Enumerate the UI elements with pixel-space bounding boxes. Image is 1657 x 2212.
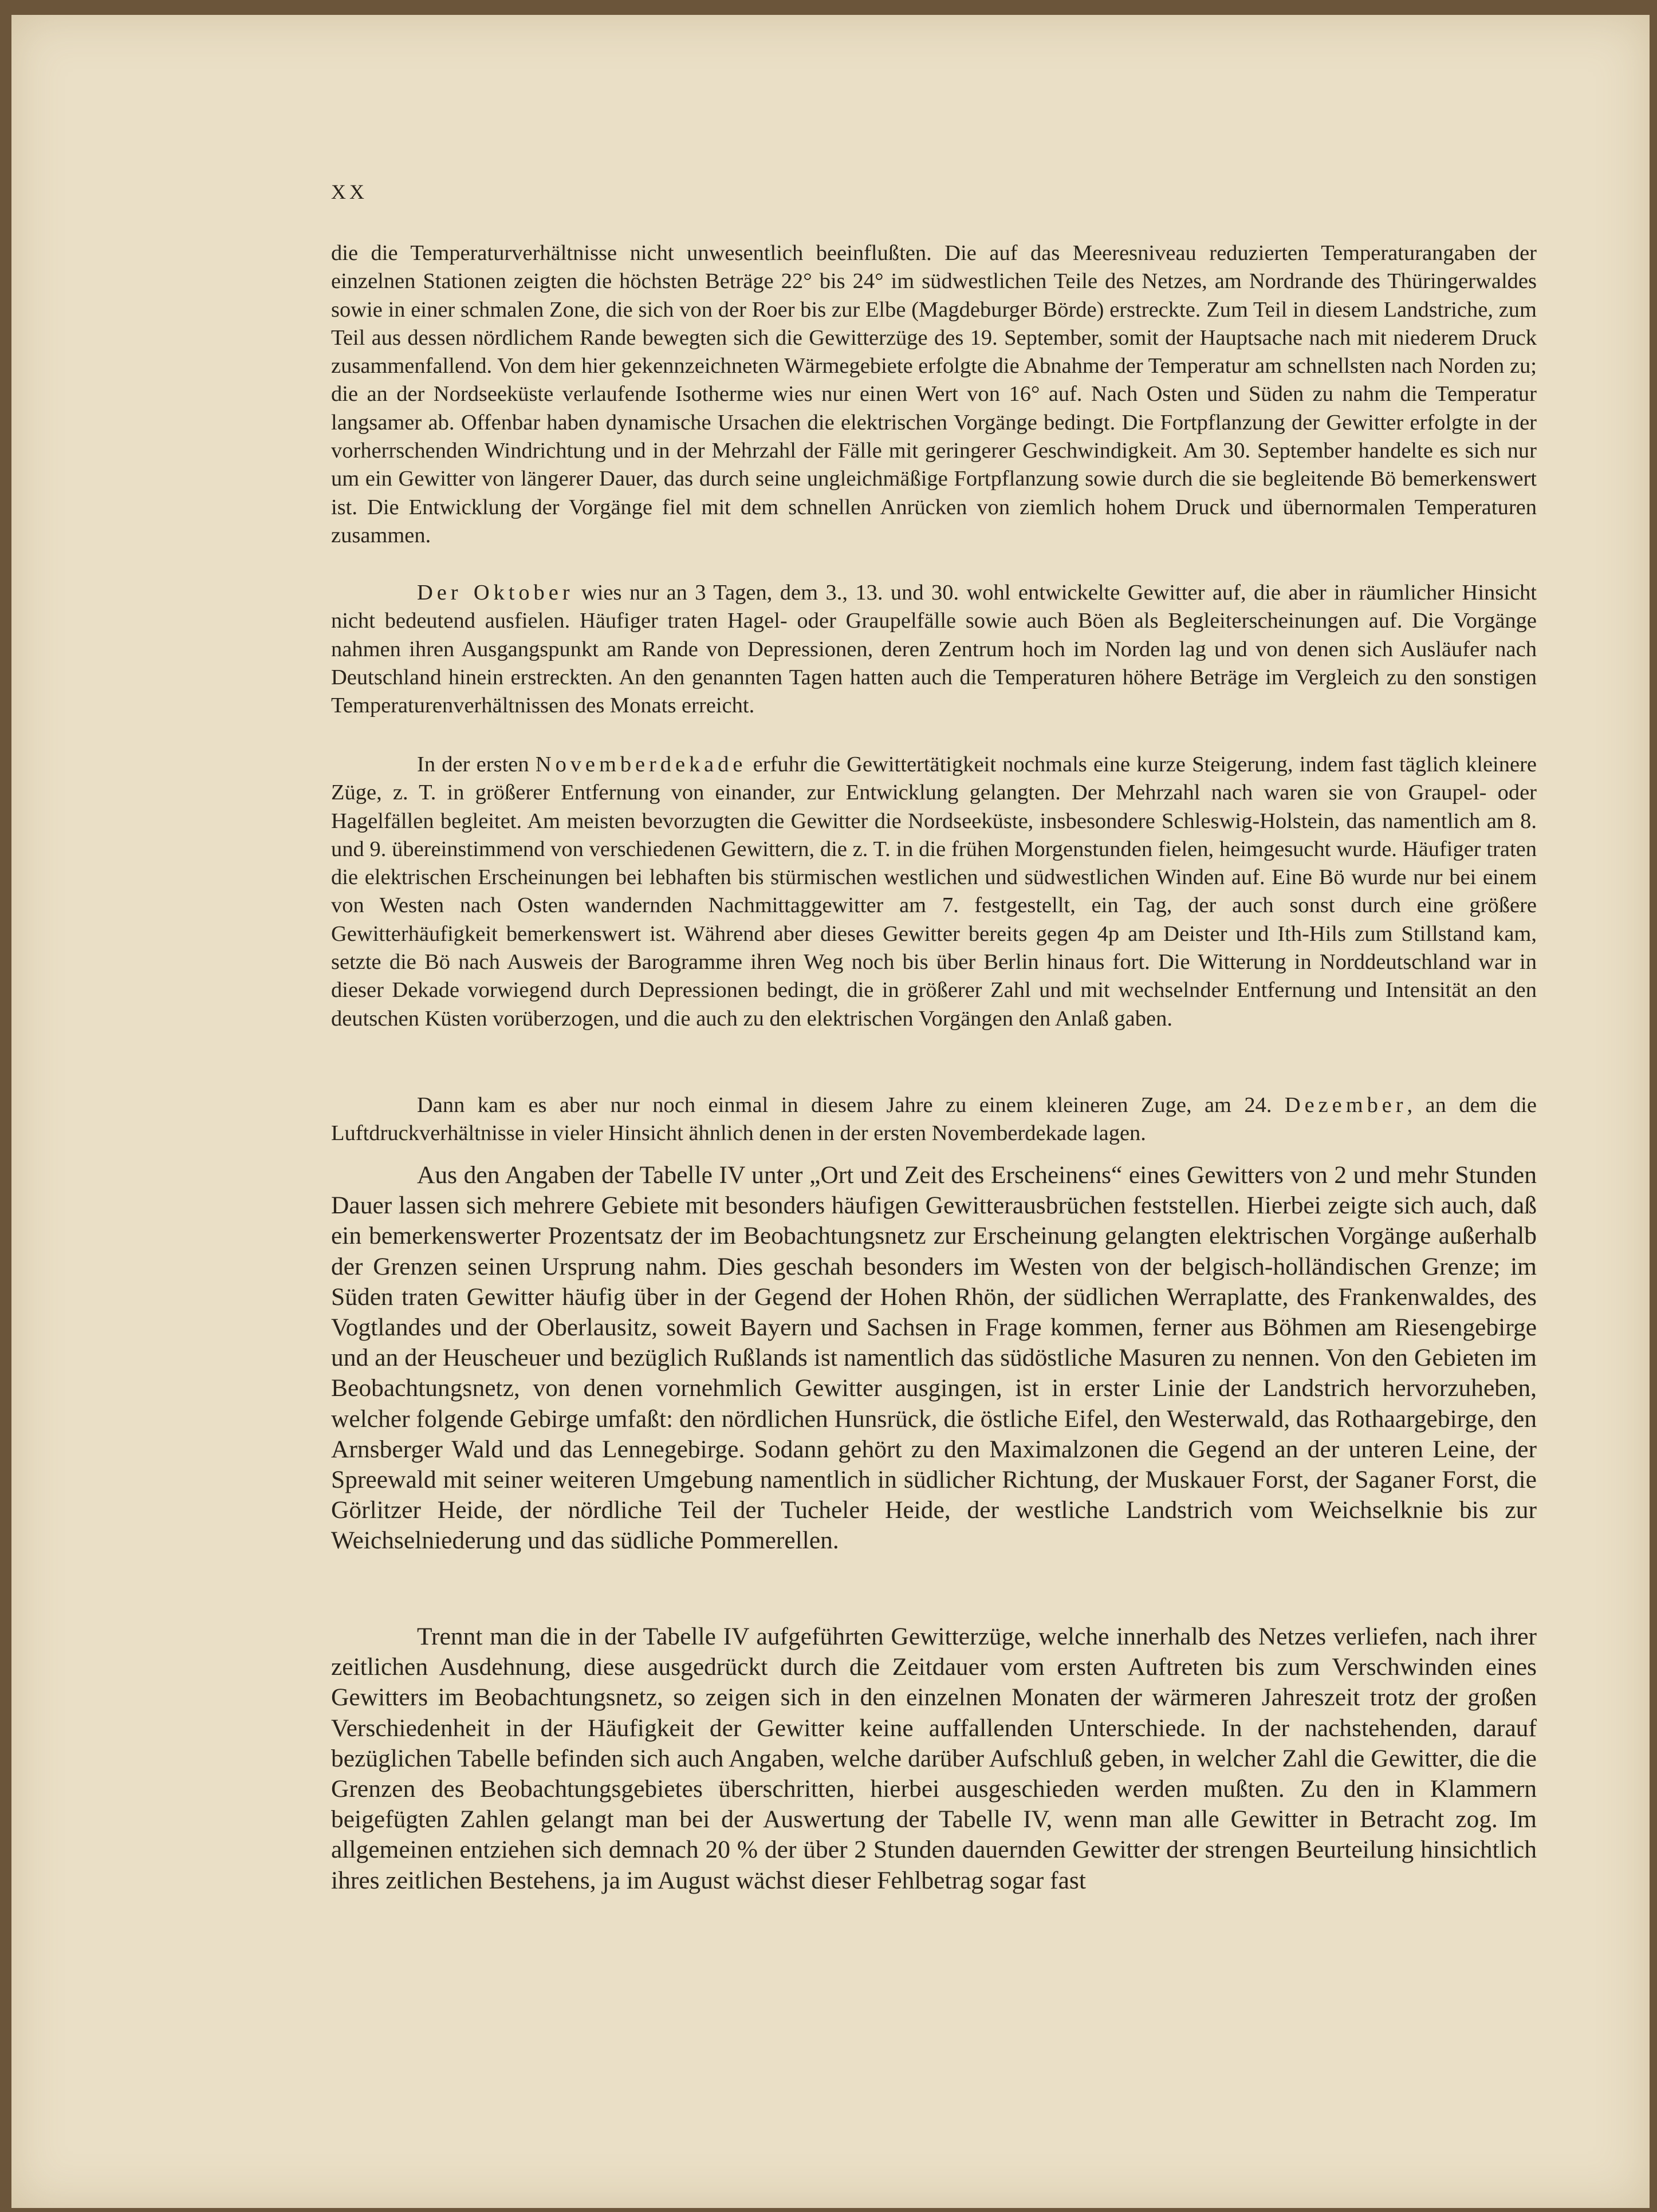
- text-block-small: [331, 751, 1537, 1033]
- document-page: [11, 15, 1650, 2208]
- paragraph-text: wies nur an 3 Tagen, dem 3., 13. und 30. wohl entwickelte Gewitter auf, die aber in räumlicher Hinsicht nicht bedeutend ausfielen. Häufiger traten Hagel- oder Graupelfälle sowie auch Böen als Begleiterscheinungen auf. Die Vorgänge nahmen ihren Ausgangspunkt am Rande von Depressionen, deren Zentrum hoch im Norden lag und von denen sich Ausläufer nach Deutschland hinein erstreckten. An den genannten Tagen hatten auch die Temperaturen höhere Beträge im Vergleich zu den sonstigen Temperaturenverhältnissen des Monats erreicht.: [331, 581, 1537, 718]
- paragraph-text: die die Temperaturverhältnisse nicht unwesentlich beeinflußten. Die auf das Meeresniveau reduzierten Temperaturangaben der einzelnen Stationen zeigten die höchsten Beträge 22° bis 24° im südwestlichen Teile des Netzes, am Nordrande des Thüringerwaldes sowie in einer schmalen Zone, die sich von der Roer bis zur Elbe (Magdeburger Börde) erstreckte. Zum Teil in diesem Landstriche, zum Teil aus dessen nördlichem Rande bewegten sich die Gewitterzüge des 19. September, somit der Hauptsache nach mit niederem Druck zusammenfallend. Von dem hier gekennzeichneten Wärmegebiete erfolgte die Abnahme der Temperatur am schnellsten nach Norden zu; die an der Nordseeküste verlaufende Isotherme wies nur einen Wert von 16° auf. Nach Osten und Süden zu nahm die Temperatur langsamer ab. Offenbar haben dynamische Ursachen die elektrischen Vorgänge bedingt. Die Fortpflanzung der Gewitter erfolgte in der vorherrschenden Windrichtung und in der Mehrzahl der Fälle mit geringerer Geschwindigkeit. Am 30. September handelte es sich nur um ein Gewitter von längerer Dauer, das durch seine ungleichmäßige Fortpflanzung sowie durch die sie begleitende Bö bemerkenswert ist. Die Entwicklung der Vorgänge fiel mit dem schnellen Anrücken von ziemlich hohem Druck und übernormalen Temperaturen zusammen.: [331, 241, 1537, 547]
- month-heading: Der Oktober: [417, 581, 574, 605]
- text-block-large: [331, 1160, 1537, 1556]
- text-block-small: [331, 239, 1537, 550]
- paragraph-text: Trennt man die in der Tabelle IV aufgeführten Gewitterzüge, welche innerhalb des Netzes verliefen, nach ihrer zeitlichen Ausdehnung, diese ausgedrückt durch die Zeitdauer vom ersten Auftreten bis zum Verschwinden eines Gewitters im Beobachtungsnetz, so zeigen sich in den einzelnen Monaten der wärmeren Jahreszeit trotz der großen Verschiedenheit in der Häufigkeit der Gewitter keine auffallenden Unterschiede. In der nachstehenden, darauf bezüglichen Tabelle befinden sich auch Angaben, welche darüber Aufschluß geben, in welcher Zahl die Gewitter, die die Grenzen des Beobachtungsgebietes überschritten, hierbei ausgeschieden werden mußten. Zu den in Klammern beigefügten Zahlen gelangt man bei der Auswertung der Tabelle IV, wenn man alle Gewitter in Betracht zog. Im allgemeinen entziehen sich demnach 20 % der über 2 Stunden dauernden Gewitter der strengen Beurteilung hinsichtlich ihres zeitlichen Bestehens, ja im August wächst dieser Fehlbetrag sogar fast: [331, 1623, 1537, 1894]
- text-block-small: [331, 1091, 1537, 1148]
- paragraph-text: Dann kam es aber nur noch einmal in diesem Jahre zu einem kleineren Zuge, am 24.: [417, 1093, 1285, 1117]
- month-heading: Novemberdekade: [535, 752, 747, 776]
- text-block-small: [331, 579, 1537, 720]
- month-heading: Dezember: [1284, 1093, 1407, 1117]
- paragraph-zeitliche-ausdehnung: [331, 1622, 1537, 1896]
- paragraph-text: In der ersten: [417, 752, 536, 776]
- paragraph-text: erfuhr die Gewittertätigkeit nochmals eine kurze Steigerung, indem fast täglich kleinere Züge, z. T. in größerer Entfernung von einander, zur Entwicklung gelangten. Der Mehrzahl nach waren sie von Graupel- oder Hagelfällen begleitet. Am meisten bevorzugten die Gewitter die Nordseeküste, insbesondere Schleswig-Holstein, das namentlich am 8. und 9. übereinstimmend von verschiedenen Gewittern, die z. T. in die frühen Morgenstunden fielen, heimgesucht wurde. Häufiger traten die elektrischen Erscheinungen bei lebhaften bis stürmischen westlichen und südwestlichen Winden auf. Eine Bö wurde nur bei einem von Westen nach Osten wandernden Nachmittaggewitter am 7. festgestellt, ein Tag, der auch sonst durch eine größere Gewitterhäufigkeit bemerkenswert ist. Während aber dieses Gewitter bereits gegen 4p am Deister und Ith-Hils zum Stillstand kam, setzte die Bö nach Ausweis der Barogramme ihren Weg noch bis über Berlin hinaus fort. Die Witterung in Norddeutschland war in dieser Dekade vorwiegend durch Depressionen bedingt, die in größerer Zahl und mit wechselnder Entfernung und Intensität an den deutschen Küsten vorüberzogen, und die auch zu den elektrischen Vorgängen den Anlaß gaben.: [331, 752, 1537, 1031]
- paragraph-text: Aus den Angaben der Tabelle IV unter „Ort und Zeit des Erscheinens“ eines Gewitters von 2 und mehr Stunden Dauer lassen sich mehrere Gebiete mit besonders häufigen Gewitterausbrüchen feststellen. Hierbei zeigte sich auch, daß ein bemerkenswerter Prozentsatz der im Beobachtungsnetz zur Erscheinung gelangten elektrischen Vorgänge außerhalb der Grenzen seinen Ursprung nahm. Dies geschah besonders im Westen von der belgisch-holländischen Grenze; im Süden traten Gewitter häufig über in der Gegend der Hohen Rhön, der südlichen Werraplatte, des Frankenwaldes, des Vogtlandes und der Oberlausitz, soweit Bayern und Sachsen in Frage kommen, ferner aus Böhmen am Riesengebirge und an der Heuscheuer und bezüglich Rußlands ist namentlich das südöstliche Masuren zu nennen. Von den Gebieten im Beobachtungsnetz, von denen vornehmlich Gewitter ausgingen, ist in erster Linie der Landstrich hervorzuheben, welcher folgende Gebirge umfaßt: den nördlichen Hunsrück, die östliche Eifel, den Westerwald, das Rothaargebirge, den Arnsberger Wald und das Lennegebirge. Sodann gehört zu den Maximalzonen die Gegend an der unteren Leine, der Spreewald mit seiner weiteren Umgebung namentlich in südlicher Richtung, der Muskauer Forst, der Saganer Forst, die Görlitzer Heide, der nördliche Teil der Tucheler Heide, der westliche Landstrich vom Weichselknie bis zur Weichselniederung und das südliche Pommerellen.: [331, 1161, 1537, 1555]
- paragraph-november: [331, 751, 1537, 1033]
- paragraph-text: , an dem die Luftdruckverhältnisse in vieler Hinsicht ähnlich denen in der ersten Novemberdekade lagen.: [331, 1093, 1537, 1146]
- paragraph-september: [331, 239, 1537, 550]
- text-block-large: [331, 1622, 1537, 1896]
- paragraph-gebiete: [331, 1160, 1537, 1556]
- page-number: XX: [331, 180, 368, 203]
- paragraph-dezember: [331, 1091, 1537, 1148]
- paragraph-oktober: [331, 579, 1537, 720]
